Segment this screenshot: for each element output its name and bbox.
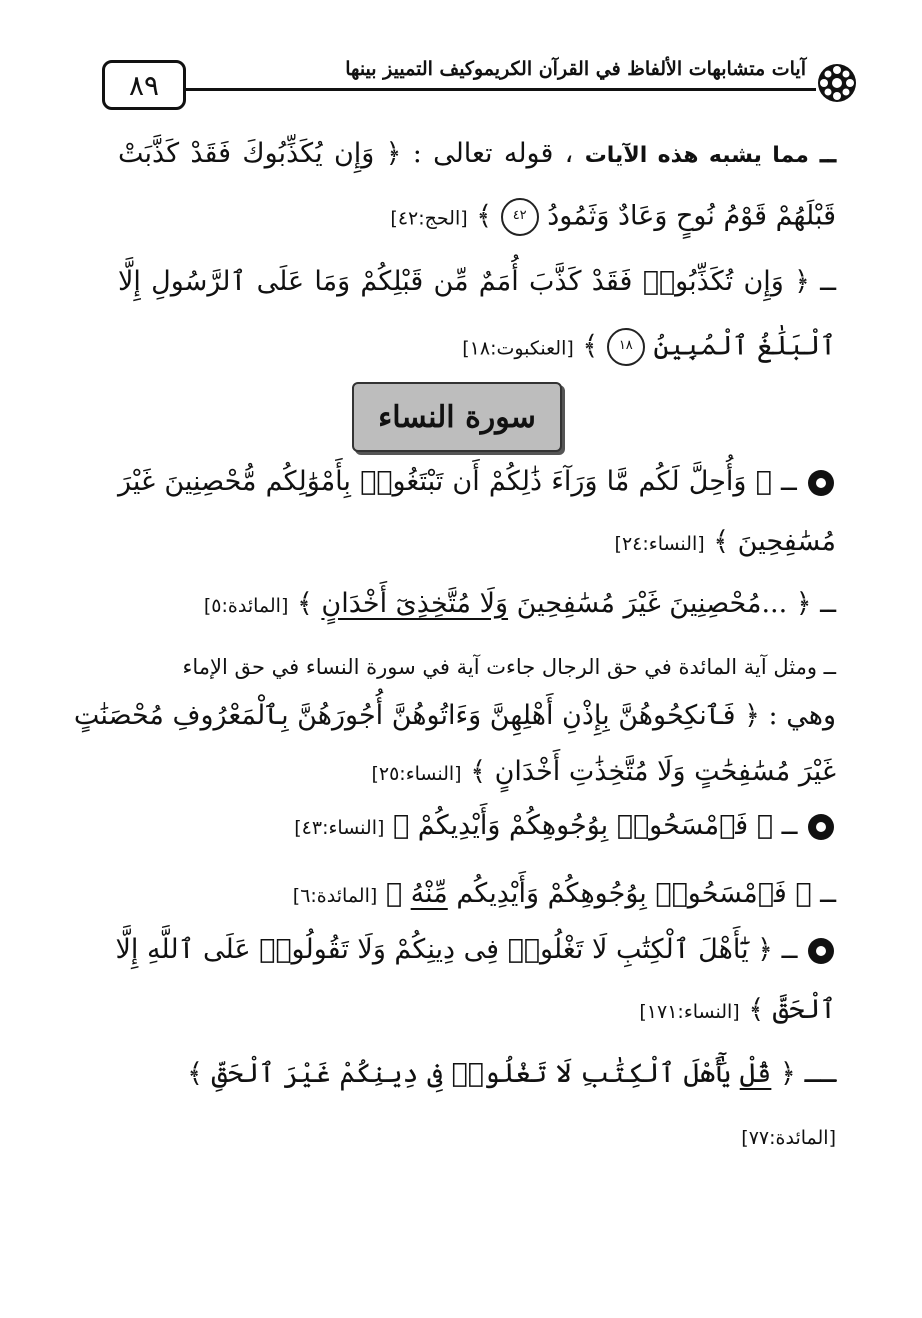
surah-title-banner bbox=[352, 382, 562, 452]
text-line-13: ــ ﴿ يَٰٓأَهْلَ ٱلْكِتَٰبِ لَا تَغْلُوا۟ فِى دِينِكُمْ وَلَا تَقُولُوا۟ عَلَى ٱللَّهِ إِلَّا bbox=[118, 934, 836, 966]
text-line-6: مُسَٰفِحِينَ ﴾ [النساء:٢٤] bbox=[614, 526, 836, 557]
text-line-14: ٱلْحَقَّ ﴾ [النساء:١٧١] bbox=[639, 994, 836, 1025]
text-line-12: ــ ﴿ فَٱمْسَحُوا۟ بِوُجُوهِكُمْ وَأَيْدِيكُم مِّنْهُ ﴾ [المائدة:٦] bbox=[292, 878, 836, 909]
commentary-text: ــ ومثل آية المائدة في حق الرجال جاءت آية في سورة النساء في حق الإماء bbox=[182, 655, 836, 679]
flower-bullet-icon bbox=[806, 812, 836, 842]
verse-reference: [العنكبوت:١٨] bbox=[462, 337, 574, 360]
header-rule bbox=[186, 88, 816, 91]
flower-bullet-icon bbox=[806, 936, 836, 966]
text-line-7: ــ ﴿ ...مُحْصِنِينَ غَيْرَ مُسَٰفِحِينَ وَلَا مُتَّخِذِىٓ أَخْدَانٍ ﴾ [المائدة:٥] bbox=[203, 588, 836, 619]
running-title: آيات متشابهات الألفاظ في القرآن الكريموكيف التمييز بينها bbox=[345, 58, 806, 80]
verse-reference: [المائدة:٥] bbox=[203, 595, 289, 617]
text-line-16 bbox=[118, 1120, 836, 1151]
text-line-3: ــ ﴿ وَإِن تُكَذِّبُوا۟ فَقَدْ كَذَّبَ أُمَمٌ مِّن قَبْلِكُمْ وَمَا عَلَى ٱلرَّسُولِ إِلَّا bbox=[118, 266, 836, 297]
text-line-1: ــ مما يشبه هذه الآيات ، قوله تعالى : ﴿ وَإِن يُكَذِّبُوكَ فَقَدْ كَذَّبَتْ bbox=[118, 138, 836, 169]
verse-number-marker: ٤٢ bbox=[501, 198, 539, 236]
page-header bbox=[96, 52, 856, 112]
verse-reference: [المائدة:٧٧] bbox=[741, 1127, 836, 1149]
text-line-9: وهي : ﴿ فَٱنكِحُوهُنَّ بِإِذْنِ أَهْلِهِنَّ وَءَاتُوهُنَّ أُجُورَهُنَّ بِٱلْمَعْرُوفِ مُحْصَنَٰتٍ bbox=[73, 700, 836, 731]
text-line-10: غَيْرَ مُسَٰفِحَٰتٍ وَلَا مُتَّخِذَٰتِ أَخْدَانٍ ﴾ [النساء:٢٥] bbox=[371, 756, 836, 787]
verse-reference: [المائدة:٦] bbox=[292, 885, 378, 907]
underlined-phrase: مِّنْهُ bbox=[410, 878, 448, 909]
text-line-2: قَبْلَهُمْ قَوْمُ نُوحٍ وَعَادٌ وَثَمُودُ ٤٢ ﴾ [الحج:٤٢] bbox=[118, 198, 836, 236]
text-line-8 bbox=[118, 650, 836, 681]
text-line-5: ــ ﴿ وَأُحِلَّ لَكُم مَّا وَرَآءَ ذَٰلِكُمْ أَن تَبْتَغُوا۟ بِأَمْوَٰلِكُم مُّحْصِنِينَ غَيْرَ bbox=[118, 466, 836, 498]
verse-reference: [النساء:٤٣] bbox=[294, 817, 385, 839]
bold-lead: مما يشبه هذه الآيات bbox=[584, 143, 809, 168]
text-line-15: ــ ﴿ قُلْ يَٰٓأَهْلَ ٱلْكِتَٰبِ لَا تَغْلُوا۟ فِى دِينِكُمْ غَيْرَ ٱلْحَقِّ ﴾ bbox=[187, 1058, 836, 1089]
page-number: ٨٩ bbox=[128, 68, 160, 102]
text-line-4: ٱلْبَلَٰغُ ٱلْمُبِينُ ١٨ ﴾ [العنكبوت:١٨] bbox=[118, 328, 836, 366]
underlined-phrase: قُلْ bbox=[739, 1058, 772, 1089]
text-line-11: ــ ﴿ فَٱمْسَحُوا۟ بِوُجُوهِكُمْ وَأَيْدِيكُمْ ﴾ [النساء:٤٣] bbox=[118, 810, 836, 842]
flower-ornament-icon bbox=[816, 62, 858, 104]
underlined-phrase: وَلَا مُتَّخِذِىٓ أَخْدَانٍ bbox=[321, 588, 509, 619]
verse-number-marker: ١٨ bbox=[607, 328, 645, 366]
verse-reference: [الحج:٤٢] bbox=[390, 207, 468, 230]
surah-title: سورة النساء bbox=[378, 399, 536, 435]
page-number-box bbox=[102, 60, 186, 110]
verse-reference: [النساء:٢٥] bbox=[371, 763, 462, 785]
verse-reference: [النساء:٢٤] bbox=[614, 533, 705, 555]
flower-bullet-icon bbox=[806, 468, 836, 498]
verse-reference: [النساء:١٧١] bbox=[639, 1001, 740, 1023]
